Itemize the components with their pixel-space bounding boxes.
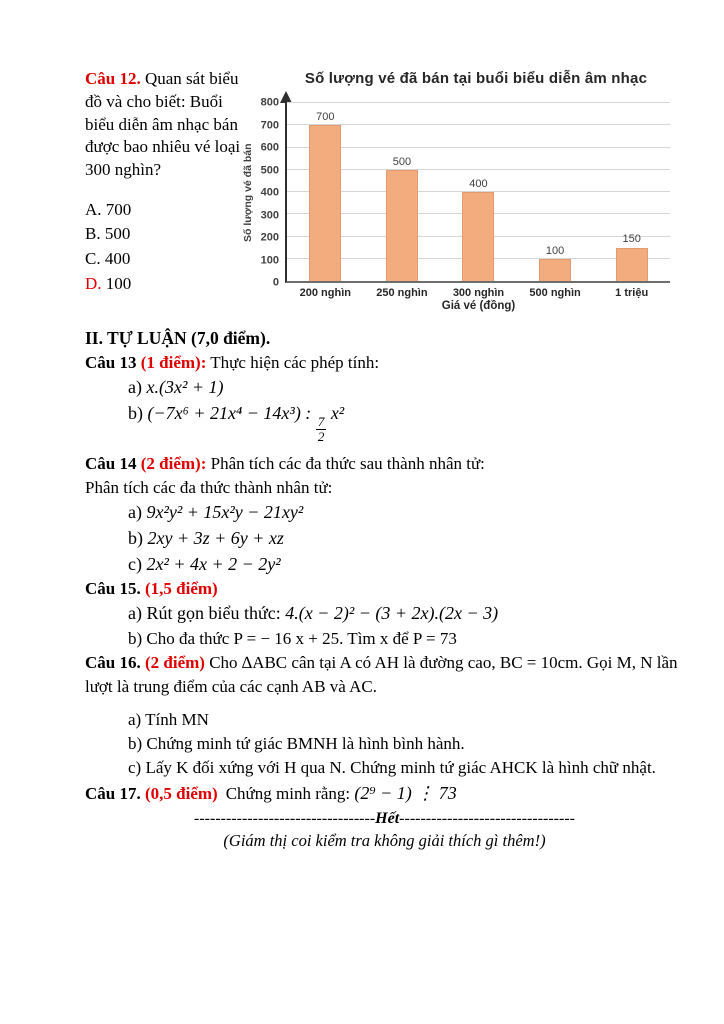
bar-chart <box>242 68 670 312</box>
question-15b: b) Cho đa thức P = − 16 x + 25. Tìm x để P = 73 <box>128 628 457 648</box>
option-value: 500 <box>104 224 131 244</box>
question-14-label: Câu 14 <box>85 454 137 474</box>
question-15-header <box>85 577 684 601</box>
chart-y-axis-ticks <box>257 96 285 289</box>
option-row-d <box>85 272 243 297</box>
option-letter: D. <box>85 273 102 293</box>
bar <box>386 170 418 281</box>
option-letter: A. <box>85 199 102 219</box>
x-axis-tick-label: 250 nghìn <box>376 287 428 299</box>
bar <box>539 259 571 281</box>
question-12-options <box>85 198 243 297</box>
question-17-label: Câu 17. <box>85 783 141 803</box>
question-16-label: Câu 16. <box>85 652 141 672</box>
question-13-header: Câu 13 (1 điểm): Thực hiện các phép tính: <box>85 353 380 373</box>
y-axis-tick-label: 200 <box>260 231 279 244</box>
question-14a: a) 9x²y² + 15x²y − 21xy² <box>128 502 304 523</box>
bar-slot <box>517 103 594 281</box>
bar <box>462 192 494 281</box>
question-12-text: Câu 12. Quan sát biểu đồ và cho biết: Buổi biểu diễn âm nhạc bán được bao nhiêu vé loại 300 nghìn? <box>85 69 241 180</box>
bar-slot <box>440 103 517 281</box>
question-13b: b) (−7x⁶ + 21x⁴ − 14x³) : $\frac{7}{2}$ x² <box>128 402 345 444</box>
question-16b: b) Chứng minh tứ giác BMNH là hình bình hành. <box>128 734 465 754</box>
question-17-line: Câu 17. (0,5 điểm) Chứng minh rằng: (2⁹ − 1) ⋮ 73 <box>85 782 457 803</box>
question-15-label: Câu 15. <box>85 579 141 599</box>
option-row-c <box>85 247 243 272</box>
option-letter: B. <box>85 224 101 244</box>
chart-title: Số lượng vé đã bán tại buổi biểu diễn âm nhạc <box>304 70 648 87</box>
x-axis-tick-label: 200 nghìn <box>299 287 351 299</box>
end-label: Hết <box>375 810 400 828</box>
y-axis-tick-label: 600 <box>260 141 279 154</box>
bar-value-label: 400 <box>469 177 488 190</box>
question-17-points: (0,5 điểm) <box>144 783 218 803</box>
chart-x-axis-ticks <box>287 283 670 299</box>
question-14-intro2: Phân tích các đa thức thành nhân tử: <box>85 478 333 498</box>
section-heading: II. TỰ LUẬN (7,0 điểm). <box>85 328 271 348</box>
y-axis-tick-label: 800 <box>260 96 279 109</box>
end-divider: ----------------------------------Hết--------------------------------- <box>194 810 575 828</box>
option-value: 700 <box>105 199 132 219</box>
question-15-points: (1,5 điểm) <box>144 579 218 599</box>
chart-y-axis-title: Số lượng vé đã bán <box>242 143 254 243</box>
y-axis-tick-label: 300 <box>260 209 279 221</box>
bar <box>616 248 648 281</box>
bar-value-label: 500 <box>392 155 412 168</box>
bar-slot <box>364 103 441 281</box>
bar-value-label: 700 <box>316 111 335 124</box>
question-16-paragraph: Câu 16. (2 điểm) Cho ∆ABC cân tại A có AH là đường cao, BC = 10cm. Gọi M, N lần lượt là trung điểm của các cạnh AB và AC. <box>85 652 678 697</box>
y-axis-tick-label: 0 <box>272 276 279 289</box>
option-letter: C. <box>85 249 101 269</box>
x-axis-tick-label: 500 nghìn <box>529 287 581 299</box>
question-14-points: (2 điểm): <box>140 454 207 474</box>
y-axis-tick-label: 500 <box>260 164 279 176</box>
question-12-section <box>85 68 684 312</box>
bar <box>309 125 341 281</box>
chart-x-axis-title: Giá vé (đồng) <box>441 300 516 312</box>
y-axis-tick-label: 100 <box>260 254 279 266</box>
question-13a: a) x.(3x² + 1) <box>128 377 224 398</box>
fraction: $\frac{7}{2}$ <box>317 413 325 444</box>
y-axis-tick-label: 400 <box>260 186 279 199</box>
question-15a: a) Rút gọn biểu thức: 4.(x − 2)² − (3 + 2x).(2x − 3) <box>128 603 499 624</box>
question-14c: c) 2x² + 4x + 2 − 2y² <box>128 553 281 574</box>
chart-plot-area <box>285 103 670 283</box>
question-16c: c) Lấy K đối xứng với H qua N. Chứng minh tứ giác AHCK là hình chữ nhật. <box>128 758 656 778</box>
chart-body <box>242 96 670 289</box>
essay-section <box>85 325 684 853</box>
option-row-a <box>85 198 243 223</box>
question-12-label: Câu 12. <box>85 69 141 88</box>
bar-value-label: 150 <box>622 233 641 246</box>
question-16a: a) Tính MN <box>128 710 209 730</box>
y-axis-tick-label: 700 <box>260 119 279 131</box>
x-axis-tick-label: 1 triệu <box>615 287 649 299</box>
question-12-block <box>85 68 243 296</box>
bar-value-label: 100 <box>545 244 565 257</box>
question-13-label: Câu 13 <box>85 353 137 373</box>
question-14b: b) 2xy + 3z + 6y + xz <box>128 528 284 548</box>
option-value: 400 <box>104 249 131 269</box>
question-16-points: (2 điểm) <box>144 652 205 672</box>
x-axis-tick-label: 300 nghìn <box>452 287 505 299</box>
bar-slot <box>287 103 364 281</box>
option-row-b <box>85 222 243 247</box>
question-13-points: (1 điểm): <box>140 353 207 373</box>
option-value: 100 <box>105 273 132 293</box>
bar-slot <box>593 103 670 281</box>
question-14-header: Câu 14 (2 điểm): Phân tích các đa thức sau thành nhân tử: <box>85 454 485 474</box>
proctor-note: (Giám thị coi kiểm tra không giải thích gì thêm!) <box>223 831 546 851</box>
